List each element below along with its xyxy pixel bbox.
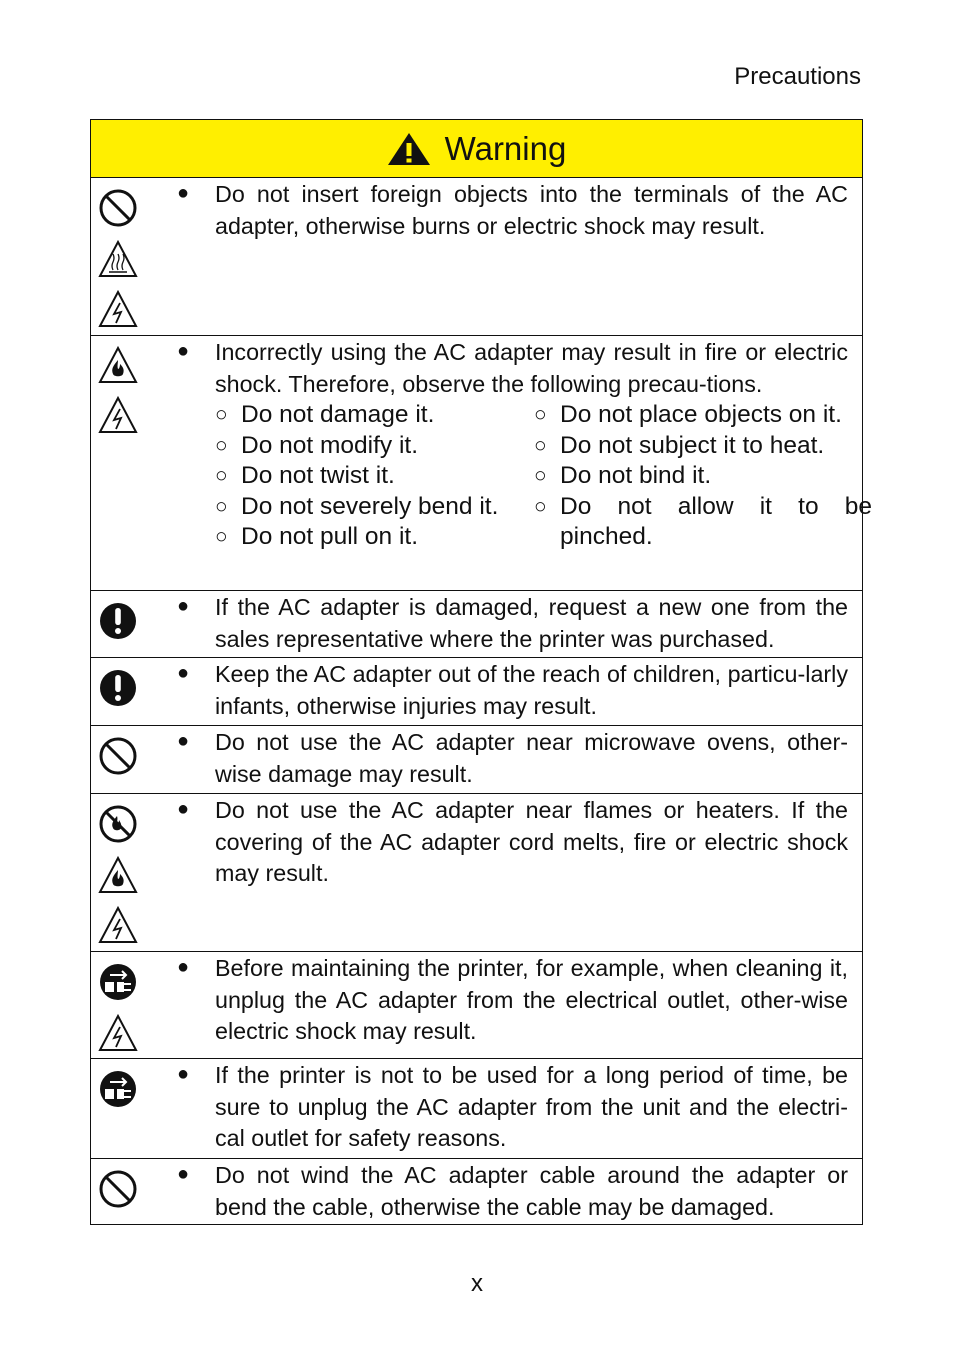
hot-surface-icon (98, 240, 138, 278)
prohibition-icon (98, 736, 138, 776)
circle-bullet-icon: ○ (534, 403, 547, 426)
mandatory-action-icon (98, 668, 138, 708)
warning-row (91, 336, 872, 591)
bullet-icon: ● (177, 798, 190, 820)
warning-text: Do not insert foreign objects into the terminals of the AC adapter, otherwise burns or electric shock may result. (215, 181, 848, 239)
warning-text: Do not wind the AC adapter cable around the adapter or bend the cable, otherwise the cable may be damaged. (215, 1162, 848, 1220)
list-item: ○ Do not modify it. (215, 431, 534, 462)
warning-text: Do not use the AC adapter near microwave ovens, other-wise damage may result. (215, 729, 848, 787)
warning-title: Warning (444, 129, 567, 167)
warning-row (91, 1059, 862, 1159)
circle-bullet-icon: ○ (215, 525, 228, 548)
circle-bullet-icon: ○ (215, 494, 228, 518)
page-number: x (471, 1270, 483, 1297)
warning-row (91, 952, 862, 1059)
bullet-icon: ● (177, 340, 190, 362)
warning-text: Do not use the AC adapter near flames or heaters. If the covering of the AC adapter cord melts, fire or electric shock may result. (215, 797, 848, 886)
warning-text: If the printer is not to be used for a long period of time, be sure to unplug the AC adapter from the unit and the electri-cal outlet for safety reasons. (215, 1062, 848, 1151)
warning-text: If the AC adapter is damaged, request a new one from the sales representative where the printer was purchased. (215, 594, 848, 652)
no-open-flame-icon (98, 804, 138, 844)
warning-table (90, 119, 872, 1225)
electric-shock-icon (98, 906, 138, 944)
list-item: ○ Do not twist it. (215, 461, 534, 492)
circle-bullet-icon: ○ (215, 464, 228, 487)
prohibition-icon (98, 188, 138, 228)
circle-bullet-icon: ○ (534, 433, 547, 457)
list-item: ○ Do not pull on it. (215, 522, 534, 553)
bullet-icon: ● (177, 730, 190, 752)
warning-row (91, 658, 862, 726)
list-item: ○ Do not subject it to heat. (534, 431, 872, 462)
list-item: ○ Do not severely bend it. (215, 492, 534, 523)
warning-text: Before maintaining the printer, for example, when cleaning it, unplug the AC adapter from the electrical outlet, other-wise electric shock may result. (215, 955, 848, 1044)
electric-shock-icon (98, 290, 138, 328)
warning-row (91, 178, 862, 336)
bullet-icon: ● (177, 662, 190, 684)
prohibition-icon (98, 1169, 138, 1209)
circle-bullet-icon: ○ (215, 403, 228, 426)
electric-shock-icon (98, 1014, 138, 1052)
electric-shock-icon (98, 396, 138, 434)
list-item: ○ Do not place objects on it. (534, 400, 872, 431)
precaution-list (215, 400, 872, 553)
circle-bullet-icon: ○ (534, 494, 547, 518)
bullet-icon: ● (177, 1163, 190, 1185)
warning-banner (91, 120, 862, 178)
bullet-icon: ● (177, 595, 190, 617)
fire-icon (98, 856, 138, 894)
unplug-icon (98, 962, 138, 1002)
warning-triangle-icon (387, 132, 431, 166)
warning-text: Incorrectly using the AC adapter may result in fire or electric shock. Therefore, observe the following precau-tions. (215, 339, 848, 397)
list-item: ○ Do not allow it to be pinched. (534, 492, 872, 553)
unplug-icon (98, 1069, 138, 1109)
fire-icon (98, 346, 138, 384)
page-header-section: Precautions (734, 63, 861, 90)
bullet-icon: ● (177, 1063, 190, 1085)
warning-row (91, 591, 862, 658)
mandatory-action-icon (98, 601, 138, 641)
circle-bullet-icon: ○ (215, 433, 228, 457)
warning-row (91, 794, 862, 952)
bullet-icon: ● (177, 956, 190, 978)
list-item: ○ Do not damage it. (215, 400, 534, 431)
bullet-icon: ● (177, 182, 190, 204)
warning-row (91, 1159, 862, 1224)
warning-row (91, 726, 862, 794)
list-item: ○ Do not bind it. (534, 461, 872, 492)
circle-bullet-icon: ○ (534, 464, 547, 487)
warning-text: Keep the AC adapter out of the reach of children, particu-larly infants, otherwise injuries may result. (215, 661, 848, 719)
